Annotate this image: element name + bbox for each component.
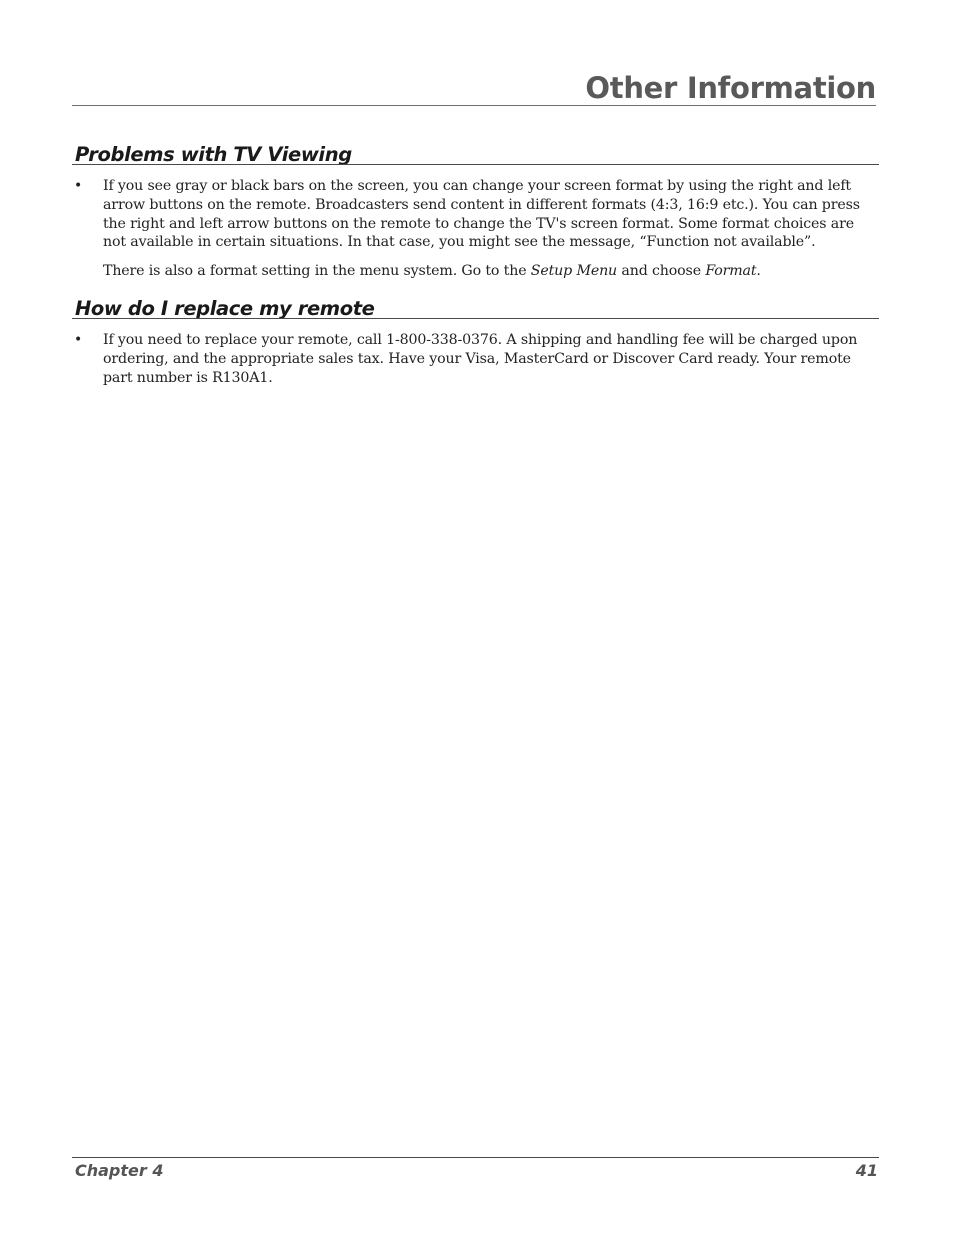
note-prefix: There is also a format setting in the menu system. Go to the: [103, 263, 531, 279]
section-heading-tv-viewing: Problems with TV Viewing: [75, 143, 352, 166]
footer-chapter: Chapter 4: [75, 1161, 164, 1180]
bullet-icon: •: [74, 178, 83, 194]
section-divider-tv-viewing: [72, 164, 879, 165]
title-divider: [72, 105, 876, 106]
section-heading-replace-remote: How do I replace my remote: [75, 297, 375, 320]
list-item: [74, 331, 868, 387]
bullet-icon: •: [74, 332, 83, 348]
footer-divider: [72, 1157, 879, 1158]
section-divider-replace-remote: [72, 318, 879, 319]
bullet-text: If you need to replace your remote, call 1-800-338-0376. A shipping and handling fee will be charged upon ordering, and the appropriate sales tax. Have your Visa, MasterCard or Discover Card ready. Your remote part number is R130A1.: [103, 332, 858, 386]
page-title: Other Information: [585, 71, 876, 105]
note-setup-menu: Setup Menu: [530, 263, 618, 279]
list-item: [74, 177, 868, 252]
note-suffix: .: [756, 263, 761, 279]
bullet-text: If you see gray or black bars on the screen, you can change your screen format by using the right and left arrow buttons on the remote. Broadcasters send content in different formats (4:3, 16:9 etc.). You can press the right and left arrow buttons on the remote to change the TV's screen format. Some format choices are not available in certain situations. In that case, you might see the message, “Function not available”.: [103, 178, 860, 251]
note-middle: and choose: [617, 263, 706, 279]
note-format: Format: [705, 263, 757, 279]
format-note: [103, 262, 868, 281]
footer-page-number: 41: [855, 1161, 878, 1180]
